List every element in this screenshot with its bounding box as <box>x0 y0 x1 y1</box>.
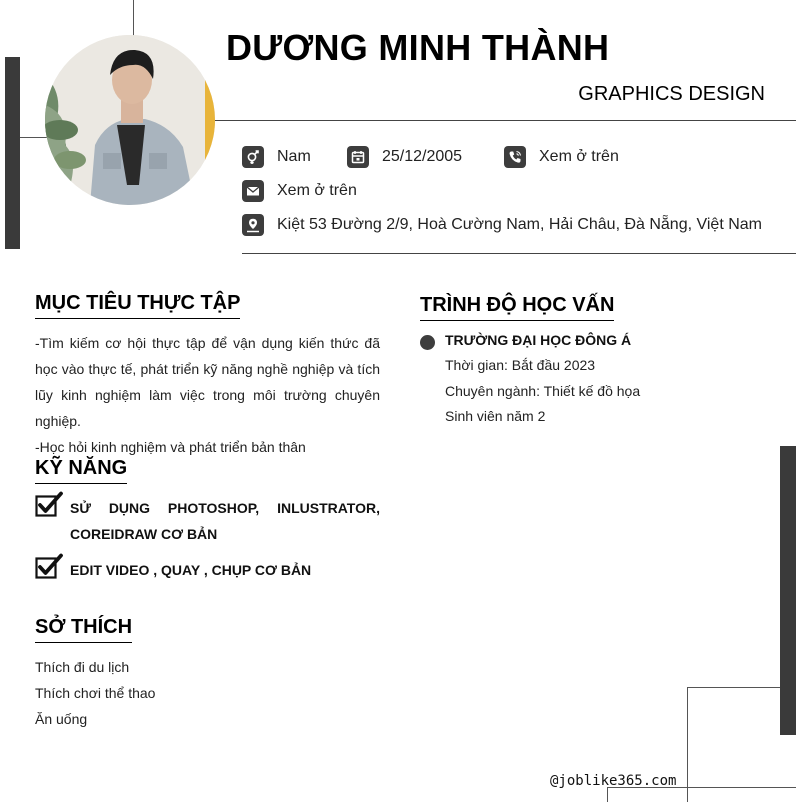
skill-text-2: EDIT VIDEO , QUAY , CHỤP CƠ BẢN <box>70 562 312 578</box>
contact-row-1 <box>242 146 619 168</box>
hobby-item-2: Thích chơi thể thao <box>35 685 156 701</box>
objective-line-1: -Tìm kiếm cơ hội thực tập để vận dụng kiến thức đã học vào thực tế, phát triển kỹ năng nghề nghiệp và tích lũy kinh nghiệm làm việc trong môi trường chuyên nghiệp. <box>35 335 380 429</box>
address-field <box>242 214 762 236</box>
hobby-item-3: Ăn uống <box>35 711 88 727</box>
education-year: Sinh viên năm 2 <box>445 408 546 424</box>
hobbies-title: SỞ THÍCH <box>35 616 132 643</box>
skill-item-1 <box>35 495 380 547</box>
corner-box-left <box>687 687 688 802</box>
contact-row-2 <box>242 180 357 202</box>
watermark: @joblike365.com <box>550 773 677 789</box>
objective-title: MỤC TIÊU THỰC TẬP <box>35 292 240 319</box>
right-accent-bar <box>780 446 796 735</box>
gender-value: Nam <box>277 148 311 165</box>
location-icon <box>242 214 264 236</box>
education-details <box>445 353 640 430</box>
objective-line-2: -Học hỏi kinh nghiệm và phát triển bản thân <box>35 439 306 455</box>
gender-field <box>242 146 347 168</box>
avatar-photo <box>45 35 215 205</box>
school-name: TRƯỜNG ĐẠI HỌC ĐÔNG Á <box>445 332 632 348</box>
email-value: Xem ở trên <box>277 182 357 199</box>
phone-field <box>504 146 619 168</box>
bullet-icon <box>420 335 435 350</box>
bottom-vertical-line <box>607 787 608 802</box>
skill-item-2 <box>35 557 380 583</box>
calendar-icon <box>347 146 369 168</box>
checkbox-checked-icon <box>35 491 63 517</box>
education-major: Chuyên ngành: Thiết kế đồ họa <box>445 382 641 399</box>
address-value: Kiệt 53 Đường 2/9, Hoà Cường Nam, Hải Châu, Đà Nẵng, Việt Nam <box>277 216 762 233</box>
education-title: TRÌNH ĐỘ HỌC VẤN <box>420 294 614 321</box>
contact-row-3 <box>242 214 762 236</box>
job-title: GRAPHICS DESIGN <box>578 83 765 105</box>
hobby-item-1: Thích đi du lịch <box>35 659 130 675</box>
education-time: Thời gian: Bắt đầu 2023 <box>445 357 596 373</box>
gender-icon <box>242 146 264 168</box>
left-accent-bar <box>5 57 20 249</box>
birthdate-value: 25/12/2005 <box>382 148 463 165</box>
email-field <box>242 180 357 202</box>
header-divider <box>214 120 796 121</box>
top-vertical-line <box>133 0 134 40</box>
phone-icon <box>504 146 526 168</box>
skill-text-1: SỬ DỤNG PHOTOSHOP, INLUSTRATOR, COREIDRAW CƠ BẢN <box>70 500 380 542</box>
checkbox-checked-icon <box>35 553 63 579</box>
candidate-name: DƯƠNG MINH THÀNH <box>226 27 610 68</box>
mail-icon <box>242 180 264 202</box>
birthdate-field <box>347 146 504 168</box>
corner-box-top <box>687 687 780 688</box>
phone-value: Xem ở trên <box>539 148 619 165</box>
skills-title: KỸ NĂNG <box>35 457 127 484</box>
contact-divider <box>242 253 796 254</box>
objective-text <box>35 330 380 460</box>
avatar <box>45 35 215 205</box>
avatar-horizontal-line <box>20 137 50 138</box>
